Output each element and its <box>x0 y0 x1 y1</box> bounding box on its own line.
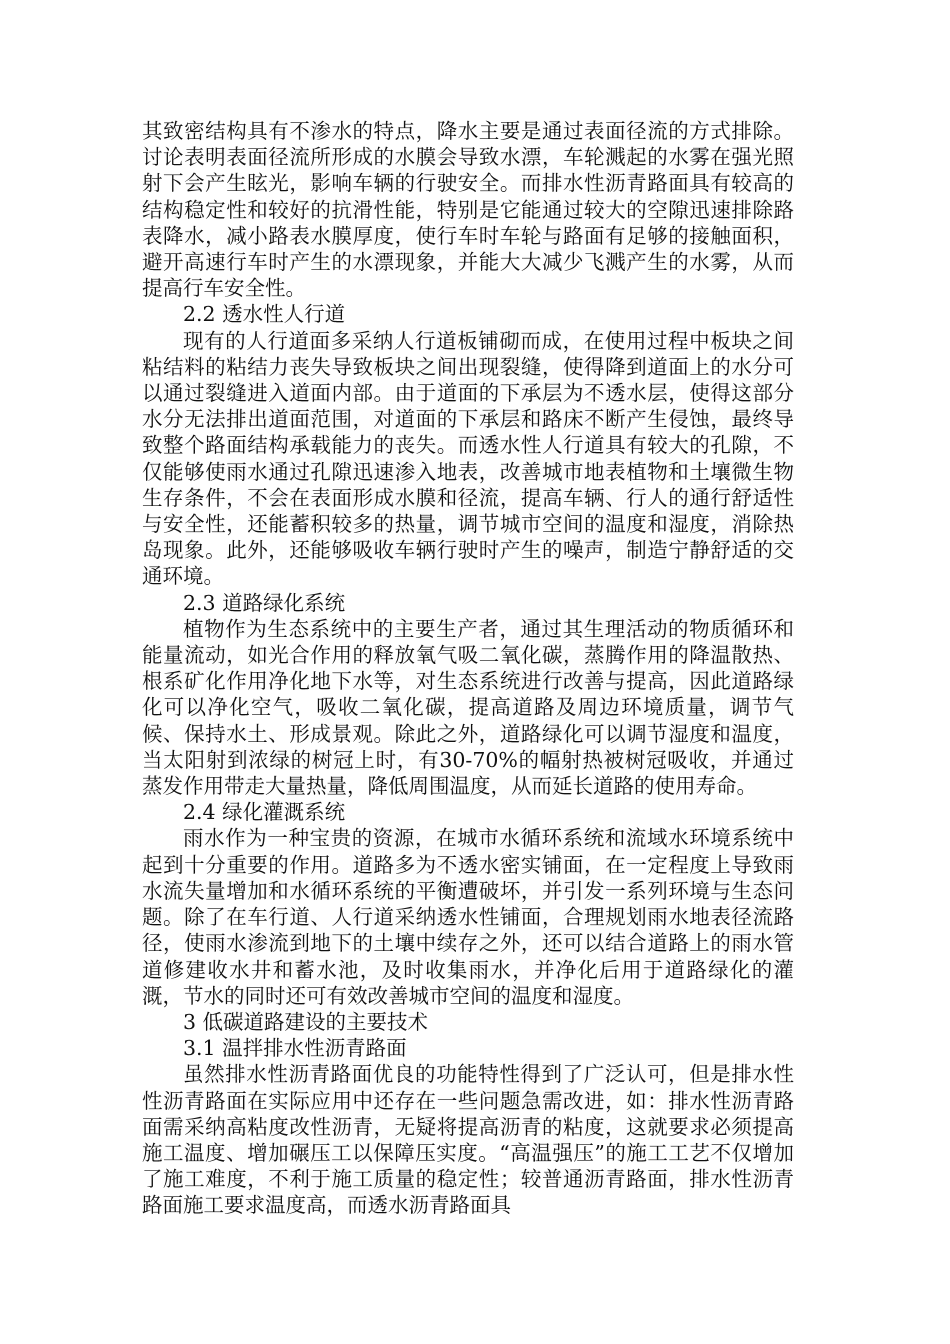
paragraph-warm-mix-asphalt: 虽然排水性沥青路面优良的功能特性得到了广泛认可，但是排水性性沥青路面在实际应用中还存在一些问题急需改进，如：排水性沥青路面需采纳高粘度改性沥青，无疑将提高沥青的粘度，这就要求必须提高施工温度、增加碾压工以保障压实度。“高温强压”的施工工艺不仅增加了施工难度，不利于施工质量的稳定性；较普通沥青路面，排水性沥青路面施工要求温度高，而透水沥青路面具 <box>142 1062 794 1218</box>
paragraph-intro: 其致密结构具有不渗水的特点，降水主要是通过表面径流的方式排除。讨论表明表面径流所形成的水膜会导致水漂，车轮溅起的水雾在强光照射下会产生眩光，影响车辆的行驶安全。而排水性沥青路面具有较高的结构稳定性和较好的抗滑性能，特别是它能通过较大的空隙迅速排除路表降水，减小路表水膜厚度，使行车时车轮与路面有足够的接触面积，避开高速行车时产生的水漂现象，并能大大减少飞溅产生的水雾，从而提高行车安全性。 <box>142 119 794 301</box>
section-heading-3-1: 3.1 温拌排水性沥青路面 <box>183 1036 407 1061</box>
section-heading-2-3: 2.3 道路绿化系统 <box>183 590 346 615</box>
paragraph-road-greening: 植物作为生态系统中的主要生产者，通过其生理活动的物质循环和能量流动，如光合作用的释放氧气吸二氧化碳，蒸腾作用的降温散热、根系矿化作用净化地下水等，对生态系统进行改善与提高，因此道路绿化可以净化空气，吸收二氧化碳，提高道路及周边环境质量，调节气候、保持水土、形成景观。除此之外，道路绿化可以调节湿度和温度，当太阳射到浓绿的树冠上时，有30-70%的幅射热被树冠吸收，并通过蒸发作用带走大量热量，降低周围温度，从而延长道路的使用寿命。 <box>142 616 794 799</box>
paragraph-permeable-sidewalk: 现有的人行道面多采纳人行道板铺砌而成，在使用过程中板块之间粘结料的粘结力丧失导致板块之间出现裂缝，使得降到道面上的水分可以通过裂缝进入道面内部。由于道面的下承层为不透水层，使得这部分水分无法排出道面范围，对道面的下承层和路床不断产生侵蚀，最终导致整个路面结构承载能力的丧失。而透水性人行道具有较大的孔隙，不仅能够使雨水通过孔隙迅速渗入地表，改善城市地表植物和土壤微生物生存条件，不会在表面形成水膜和径流，提高车辆、行人的通行舒适性与安全性，还能蓄积较多的热量，调节城市空间的温度和湿度，消除热岛现象。此外，还能够吸收车辆行驶时产生的噪声，制造宁静舒适的交通环境。 <box>142 328 794 589</box>
section-heading-2-4: 2.4 绿化灌溉系统 <box>183 800 346 825</box>
paragraph-irrigation: 雨水作为一种宝贵的资源，在城市水循环系统和流域水环境系统中起到十分重要的作用。道路多为不透水密实铺面，在一定程度上导致雨水流失量增加和水循环系统的平衡遭破坏，并引发一系列环境与生态问题。除了在车行道、人行道采纳透水性铺面，合理规划雨水地表径流路径，使雨水渗流到地下的土壤中续存之外，还可以结合道路上的雨水管道修建收水井和蓄水池，及时收集雨水，并净化后用于道路绿化的灌溉，节水的同时还可有效改善城市空间的温度和湿度。 <box>142 826 794 1008</box>
document-body <box>142 118 794 1219</box>
section-heading-3: 3 低碳道路建设的主要技术 <box>183 1009 429 1034</box>
section-heading-2-2: 2.2 透水性人行道 <box>183 302 346 327</box>
